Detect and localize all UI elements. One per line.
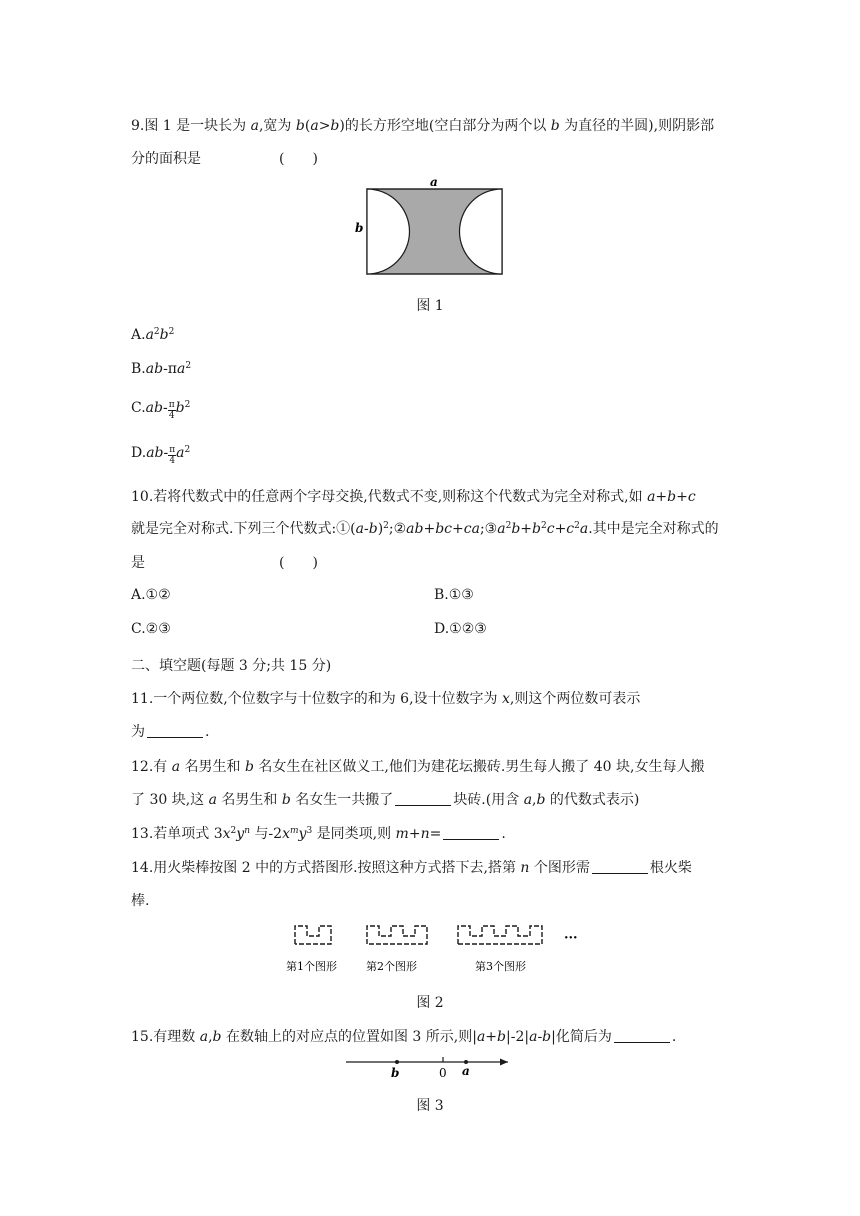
q11-line1: 11.一个两位数,个位数字与十位数字的和为 6,设十位数字为 x,则这个两位数可表示	[131, 691, 641, 707]
q10-option-d: D.①②③	[434, 621, 487, 637]
q13-line: 13.若单项式 $3x^2y^n$ 与$-2x^my^3$ 是同类项,则 m+n= .	[131, 826, 506, 842]
q12-line1: 12.有 a 名男生和 b 名女生在社区做义工,他们为建花坛搬砖.男生每人搬了 40 块,女生每人搬	[131, 759, 705, 775]
q10-option-a: A.①②	[131, 587, 171, 603]
q12-line2: 了 30 块,这 a 名男生和 b 名女生一共搬了 块砖.(用含 a,b 的代数式表示)	[131, 792, 640, 808]
q10-line2: 就是完全对称式.下列三个代数式$:①(a-b)^2;②ab+bc+ca;③a^2b+b^2c+c^2a$.其中是完全对称式的	[131, 521, 719, 537]
q9-option-a: $A.a^2b^2$	[131, 327, 175, 343]
figure-3-label-0: 0	[439, 1066, 447, 1080]
fraction-pi-over-4: $\frac{\pi}{4}$	[169, 445, 176, 466]
q9-option-d: D.ab- $\frac{\pi}{4}$ $a^2$	[131, 445, 191, 466]
figure-2-label-1: 第1个图形	[286, 960, 337, 973]
q15-line: 15.有理数 a,b 在数轴上的对应点的位置如图 3 所示,则|a+b|-2|a-b|化简后为 .	[131, 1029, 677, 1045]
figure-2-ellipsis: ···	[564, 931, 578, 946]
answer-blank	[395, 804, 451, 806]
q9-option-c: C.ab- $\frac{\pi}{4}$ $b^2$	[131, 400, 191, 421]
q14-line1: 14.用火柴棒按图 2 中的方式搭图形.按照这种方式搭下去,搭第 n 个图形需 根火柴	[131, 860, 692, 876]
answer-blank	[614, 1041, 670, 1043]
section-2-heading: 二、填空题(每题 3 分;共 15 分)	[131, 658, 332, 674]
figure-3-label-a: a	[462, 1064, 470, 1078]
figure-2-caption: 图 2	[416, 995, 444, 1011]
q10-option-b: B.①③	[434, 587, 474, 603]
answer-blank	[147, 736, 203, 738]
figure-2-label-3: 第3个图形	[475, 960, 526, 973]
q9-line2: 分的面积是 ( )	[131, 151, 318, 167]
figure-1-rectangle	[350, 175, 510, 280]
figure-2-label-2: 第2个图形	[366, 960, 417, 973]
figure-2-matchsticks	[285, 918, 595, 978]
q11-line2: 为 .	[131, 724, 210, 740]
fraction-pi-over-4: $\frac{\pi}{4}$	[168, 400, 175, 421]
figure-1-caption: 图 1	[416, 298, 444, 314]
figure-1-label-a: a	[430, 175, 438, 189]
answer-blank	[443, 838, 499, 840]
figure-3-caption: 图 3	[416, 1098, 444, 1114]
answer-blank	[592, 872, 648, 874]
q9-option-b: $B.ab-\pi a^2$	[131, 361, 192, 377]
figure-3-number-line	[340, 1052, 520, 1082]
figure-3-label-b: b	[391, 1066, 400, 1080]
q14-line2: 棒.	[131, 893, 150, 909]
q10-line1: 10.若将代数式中的任意两个字母交换,代数式不变,则称这个代数式为完全对称式,如 a+b+c	[131, 489, 696, 505]
q10-line3: 是 ( )	[131, 555, 318, 571]
q10-option-c: C.②③	[131, 621, 171, 637]
figure-1-label-b: b	[355, 221, 364, 235]
q9-line1: 9.图 1 是一块长为 a,宽为 b(a>b)的长方形空地(空白部分为两个以 b 为直径的半圆),则阴影部	[131, 118, 715, 134]
